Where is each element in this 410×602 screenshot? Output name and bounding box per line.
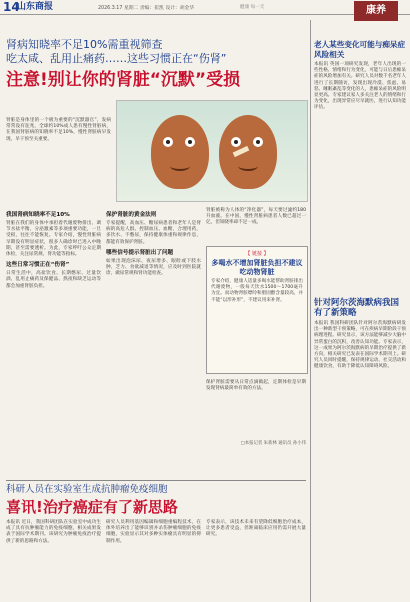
article-column-2 bbox=[106, 208, 201, 277]
column-1-text: 肾脏在我们的身体中承担着代谢废物排出、调节水盐平衡、分泌激素等多项重要功能，一旦受损，往往不能恢复。专家介绍，慢性肾脏病早期没有明显症状，很多人确诊时已进入中晚期，甚至需要透析。为此，专家呼吁公众定期体检，关注尿常规、肾功能等指标。 bbox=[6, 221, 101, 258]
page-header bbox=[0, 0, 410, 15]
column-divider bbox=[310, 20, 311, 602]
eye-icon bbox=[163, 137, 173, 147]
bandage-icon bbox=[233, 146, 250, 157]
lead-paragraph bbox=[6, 118, 111, 143]
main-kicker-2: 吃太咸、乱用止痛药……这些习惯正在“伤肾” bbox=[6, 52, 227, 65]
eye-icon bbox=[231, 137, 241, 147]
lead-text: 肾脏是身体里的一个极为重要的“沉默器官”，发病常常没有征兆，全球约10%成人患有慢性肾脏病，在我国肾脏病的知晓率不足10%，慢性肾脏病早发现、早干预至关重要。 bbox=[6, 118, 111, 142]
kidney-character-left bbox=[151, 115, 209, 189]
right-headline-2: 针对阿尔茨海默病我国有了新策略 bbox=[314, 298, 400, 318]
story2-kicker: 科研人员在实验室生成抗肿瘤免疫细胞 bbox=[6, 484, 168, 495]
right-article-1 bbox=[314, 40, 406, 112]
subhead-protection: 保护肾脏的黄金法则 bbox=[106, 212, 157, 218]
paper-name: 山东商报 bbox=[17, 2, 54, 12]
mouth-icon bbox=[238, 161, 258, 171]
right-text-1: 本报讯 英国一项研究发现，老年人出现的一些性格、情绪和行为变化，可能与日后患痴呆症的风险增加有关。研究人员对数千名老年人进行了长期随访，发现出现冷漠、焦虑、易怒、睡眠紊乱等变化的人，患痴呆症的风险明显更高。专家建议家人多关注老人的情绪和行为变化，出现异常应尽早就医，进行认知功能评估。 bbox=[314, 62, 406, 111]
section-divider bbox=[6, 480, 306, 481]
right-article-2 bbox=[314, 298, 406, 371]
article-column-3 bbox=[206, 208, 306, 227]
story2-column-3 bbox=[206, 520, 306, 539]
eye-icon bbox=[253, 137, 263, 147]
link-sidebar bbox=[206, 246, 308, 374]
story2-text-1: 本报讯 近日，我国科研团队在实验室中成功生成了具有抗肿瘤能力的免疫细胞，相关成果发表于国际学术期刊。该研究为肿瘤免疫治疗提供了新的思路和方法。 bbox=[6, 520, 101, 544]
column-3-text-b: 保护肾脏需要从日常点滴做起，定期体检是早期发现肾病最简单有效的方法。 bbox=[206, 380, 306, 392]
story2-column-2 bbox=[106, 520, 201, 545]
story2-text-3: 专家表示，该技术未来有望降低细胞治疗成本，让更多患者受益，但距离临床应用仍需开展大量研究。 bbox=[206, 520, 306, 538]
story2-column-1 bbox=[6, 520, 101, 545]
main-headline: 注意!别让你的肾脏“沉默”受损 bbox=[6, 70, 241, 90]
kidney-character-right bbox=[219, 115, 277, 189]
sidebar-tag: 【 链接 】 bbox=[245, 251, 269, 257]
sidebar-headline: 多喝水不增加肾脏负担不建议吃动物肾脏 bbox=[211, 259, 303, 276]
author-credit: □本报记者 朱新林 通讯员 孙小伟 bbox=[240, 441, 306, 446]
main-kicker-1: 肾病知晓率不足10%需重视筛查 bbox=[6, 38, 163, 51]
story2-text-2: 研究人员利用基因编辑和细胞重编程技术，在体外培养出了能够识别并杀伤肿瘤细胞的免疫细胞，实验显示其对多种实体瘤具有明显的抑制作用。 bbox=[106, 520, 201, 544]
column-2-text: 专家提醒，高血压、糖尿病患者和老年人是肾病的高危人群。控制血压、血糖，合理用药，多饮水、不憋尿，保持健康体重和规律作息，都能有效保护肾脏。 bbox=[106, 221, 201, 245]
mouth-icon bbox=[170, 161, 190, 171]
kidney-illustration bbox=[116, 100, 308, 202]
article-column-1 bbox=[6, 208, 101, 290]
subhead-signals: 哪些信号提示肾脏出了问题 bbox=[106, 249, 174, 256]
eye-icon bbox=[185, 137, 195, 147]
header-slogan: 健康 每一天 bbox=[240, 5, 265, 10]
right-text-2: 本报讯 我国科研团队针对阿尔茨海默病研发出一种新型干预策略，可在疾病早期阶段干预病理进程。研究显示，该方法能够减少大脑中异常蛋白的沉积，改善认知功能。专家表示，这一成果为阿尔茨海默病的早期治疗提供了新方向，相关研究已发表在国际学术期刊上。研究人员同时提醒，保持规律运动、社交活动和健康饮食，有助于降低认知障碍风险。 bbox=[314, 321, 406, 370]
sidebar-text: 专家介绍，健康人适量多喝水能帮助肾脏排出代谢废物，一般每天饮水1500～1700毫升为宜。而动物肾脏嘌呤和胆固醇含量较高，并不能“以形补形”，不建议用来补肾。 bbox=[211, 279, 303, 303]
column-tag: 康养 bbox=[354, 1, 398, 21]
story2-headline: 喜讯!治疗癌症有了新思路 bbox=[6, 498, 178, 516]
issue-meta: 2026.3.17 星期二 责编：崔凯 设计：胡金华 bbox=[98, 6, 195, 11]
column-2-text-b: 如果出现泡沫尿、夜尿增多、眼睑或下肢水肿、乏力、食欲减退等情况，应及时到医院就诊，做尿常规和肾功能检查。 bbox=[106, 258, 201, 277]
subhead-awareness: 我国肾病知晓率不足10% bbox=[6, 212, 70, 218]
column-1-text-b: 日常生活中，高盐饮食、长期憋尿、过量饮酒、乱用止痛药及保健品、熬夜和缺乏运动等都会加重肾脏负担。 bbox=[6, 271, 101, 289]
right-headline-1: 老人某些变化可能与痴呆症风险相关 bbox=[314, 40, 406, 59]
column-3-text: 肾脏被称为人体的“净化器”，每天要过滤约180升血液。在中国，慢性肾脏病患者人数已超过一亿，但知晓率却不足一成。 bbox=[206, 208, 306, 226]
page-number: 14 bbox=[3, 0, 20, 14]
subhead-habits: 这些日常习惯正在“伤肾” bbox=[6, 262, 70, 269]
article-column-3-b bbox=[206, 380, 306, 392]
